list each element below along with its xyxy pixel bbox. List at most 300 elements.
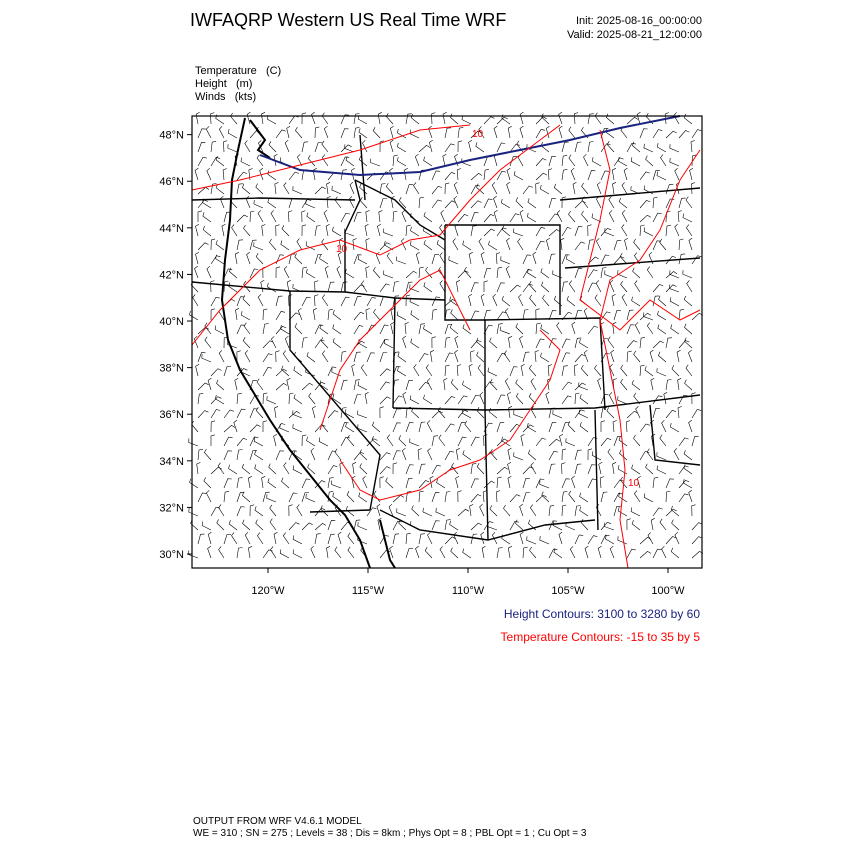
wind-barb: [625, 238, 628, 250]
wind-barb: [248, 476, 252, 488]
wind-barb: [614, 506, 621, 516]
wind-barb: [477, 407, 484, 418]
wind-barb: [506, 266, 510, 278]
wind-barb: [276, 255, 284, 264]
wind-barb: [462, 116, 471, 124]
wind-barb: [366, 210, 370, 222]
wind-barb: [410, 395, 419, 404]
wind-barb: [580, 422, 588, 432]
wind-barb: [674, 112, 679, 124]
wind-barb: [406, 114, 412, 124]
wind-barb: [691, 140, 695, 152]
wind-barb: [384, 229, 393, 237]
wind-barb: [254, 437, 263, 446]
wind-barb: [353, 462, 357, 474]
wind-barb: [601, 421, 605, 432]
wind-barb: [393, 155, 398, 166]
wind-barb: [650, 350, 653, 362]
wind-barb: [397, 257, 406, 264]
wind-barb: [256, 407, 263, 418]
wind-barb: [207, 266, 211, 278]
wind-barb: [322, 113, 328, 124]
wind-barb: [481, 532, 484, 544]
wind-barb: [480, 504, 484, 516]
wind-barb: [627, 117, 638, 124]
wind-barb: [662, 546, 666, 558]
wind-barb: [315, 295, 319, 306]
wind-barb: [455, 224, 458, 236]
wind-barb: [321, 337, 328, 348]
temperature-contour-legend: Temperature Contours: -15 to 35 by 5: [500, 630, 700, 644]
wind-barb: [380, 369, 391, 376]
wind-barb: [419, 145, 430, 152]
lat-tick-label: 46°N: [159, 176, 184, 189]
wind-barb: [599, 462, 603, 474]
wind-barb: [432, 309, 437, 320]
wind-barb: [198, 383, 209, 390]
wind-barb: [410, 241, 419, 250]
wind-barb: [493, 294, 497, 306]
wind-barb: [514, 171, 523, 180]
wind-barb: [549, 505, 554, 516]
wind-barb: [289, 172, 299, 180]
wind-barb: [521, 364, 525, 376]
wind-barb: [335, 547, 341, 558]
wind-barb: [581, 365, 588, 376]
wind-barb: [632, 465, 640, 474]
wind-barb: [256, 520, 263, 530]
wind-barb: [215, 326, 224, 335]
wind-barb: [223, 169, 227, 181]
wind-barb: [521, 434, 525, 446]
wind-barb: [349, 196, 354, 208]
wind-barb: [471, 395, 480, 404]
wind-barb: [611, 350, 614, 362]
wind-barb: [494, 210, 497, 222]
wind-barb: [505, 308, 510, 320]
wind-barb: [456, 448, 460, 460]
wind-barb: [542, 282, 550, 292]
wind-barb: [612, 168, 616, 180]
wind-barb: [211, 397, 221, 404]
wind-barb: [326, 224, 330, 236]
wind-barb: [372, 436, 380, 446]
wind-barb: [237, 184, 243, 194]
wind-barb: [242, 184, 250, 194]
wind-barb: [380, 477, 384, 488]
wind-barb: [640, 225, 645, 236]
wind-barb: [445, 353, 453, 362]
wind-barb: [406, 548, 413, 558]
wind-barb: [692, 551, 703, 558]
wind-barb: [302, 113, 306, 124]
wind-barb: [387, 435, 393, 446]
wind-barb: [684, 450, 692, 460]
wind-barb: [414, 364, 419, 376]
wind-barb: [276, 296, 283, 306]
wind-barb: [653, 549, 661, 558]
wind-barb: [633, 268, 640, 278]
wind-barb: [237, 548, 243, 559]
wind-barb: [306, 200, 315, 208]
wind-barb: [397, 311, 406, 320]
wind-barb: [419, 464, 426, 474]
wind-barb: [456, 476, 459, 488]
wind-barb: [561, 238, 565, 250]
wind-barb: [549, 439, 560, 446]
wind-barb: [575, 354, 585, 362]
wind-barb: [325, 266, 328, 278]
wind-barb: [463, 381, 472, 390]
wind-barb: [554, 184, 562, 194]
wind-barb: [562, 142, 569, 152]
wind-barb: [271, 336, 276, 348]
wind-barb: [341, 282, 347, 292]
wind-barb: [675, 224, 679, 236]
wind-barb: [311, 546, 315, 558]
wind-barb: [510, 214, 519, 222]
wind-barb: [269, 464, 276, 474]
wind-barb: [410, 438, 419, 446]
wind-barb: [580, 394, 588, 404]
wind-barb: [254, 242, 263, 250]
wind-barb: [580, 339, 589, 348]
wind-barb: [247, 112, 250, 124]
wind-barb: [469, 140, 472, 152]
wind-barb: [335, 197, 341, 208]
wind-barb: [463, 241, 471, 250]
wind-barb: [262, 476, 266, 488]
wind-barb: [651, 378, 654, 390]
wind-barb: [634, 239, 640, 250]
wind-barb: [536, 241, 545, 250]
wind-barb: [302, 200, 311, 209]
wind-barb: [245, 140, 250, 152]
wind-barb: [244, 225, 251, 236]
wind-barb: [359, 493, 367, 503]
wind-barb: [196, 112, 200, 124]
wind-barb: [536, 159, 546, 167]
wind-barb: [280, 424, 289, 432]
wind-barb: [276, 451, 284, 460]
wind-barb: [258, 294, 263, 306]
wind-barb: [415, 154, 419, 166]
wind-barb: [294, 394, 302, 404]
wind-barb: [508, 546, 512, 558]
wind-barb: [443, 154, 447, 166]
lat-tick-label: 32°N: [159, 502, 184, 515]
wind-barb: [287, 378, 291, 390]
wind-barb: [313, 168, 317, 180]
wind-barb: [601, 228, 611, 236]
wind-barb: [322, 351, 328, 362]
wind-barb: [582, 211, 589, 222]
wind-barb: [601, 144, 611, 152]
wind-barb: [692, 256, 701, 264]
wind-barb: [411, 339, 419, 348]
wind-barb: [471, 213, 479, 222]
wind-barb: [366, 238, 370, 250]
wind-barb: [671, 325, 679, 335]
wind-barb: [640, 200, 650, 208]
wind-barb: [380, 325, 388, 334]
wind-barb: [585, 546, 588, 558]
wind-barb: [245, 350, 250, 362]
wind-barb: [627, 351, 632, 362]
wind-barb: [244, 323, 250, 334]
wind-barb: [562, 382, 572, 390]
wind-barb: [497, 548, 503, 558]
wind-barb: [231, 113, 238, 124]
wind-barb: [530, 295, 536, 306]
wind-barb: [562, 463, 566, 474]
wind-barb: [569, 211, 576, 222]
wind-barb: [224, 425, 235, 432]
wind-barb: [302, 479, 310, 488]
wind-barb: [211, 467, 222, 474]
wind-barb: [634, 435, 641, 446]
wind-barb: [683, 214, 692, 222]
wind-barb: [523, 425, 534, 432]
wind-barb: [505, 378, 510, 390]
wind-barb: [341, 170, 347, 180]
wind-barb: [235, 378, 238, 390]
wind-barb: [609, 392, 614, 404]
wind-barb: [619, 198, 627, 208]
wind-barb: [658, 325, 666, 335]
wind-barb: [683, 270, 692, 278]
wind-barb: [250, 425, 261, 432]
wind-barb: [284, 463, 289, 475]
wind-barb: [613, 182, 617, 194]
wind-barb: [445, 128, 451, 138]
wind-barb: [679, 480, 689, 488]
wind-barb: [328, 466, 337, 474]
wind-barb: [295, 253, 302, 264]
wind-barb: [457, 365, 461, 377]
wind-barb: [455, 350, 458, 362]
wind-barb: [249, 168, 253, 180]
wind-barb: [660, 435, 666, 446]
lon-tick-label: 110°W: [451, 585, 485, 597]
wind-barb: [390, 546, 393, 558]
wind-barb: [572, 476, 576, 488]
wind-barb: [235, 252, 239, 264]
wind-barb: [536, 323, 541, 334]
wind-barb: [477, 463, 484, 474]
wind-barb: [387, 253, 393, 264]
wind-barb: [293, 186, 302, 194]
wind-barb: [380, 467, 390, 474]
wind-barb: [219, 547, 224, 559]
wind-barb: [247, 252, 250, 264]
wind-barb: [575, 450, 582, 460]
wind-barb: [380, 382, 390, 390]
wind-barb: [627, 325, 635, 334]
wind-barb: [627, 411, 638, 418]
wind-barb: [354, 395, 361, 405]
wind-barb: [361, 365, 367, 376]
wind-barb: [211, 256, 220, 264]
wind-barb: [458, 423, 465, 432]
wind-barb: [359, 156, 367, 166]
wind-barb: [523, 352, 530, 362]
wind-barb: [455, 336, 458, 348]
wind-barb: [575, 535, 583, 544]
wind-barb: [627, 519, 631, 530]
wind-barb: [528, 450, 536, 460]
wind-barb: [406, 533, 411, 544]
wind-barb: [324, 126, 328, 138]
wind-barb: [520, 532, 523, 544]
wind-barb: [228, 129, 237, 138]
wind-barb: [302, 338, 308, 349]
wind-barb: [575, 383, 586, 390]
wind-barb: [530, 547, 537, 558]
wind-barb: [332, 481, 341, 489]
wind-barb: [276, 351, 280, 362]
temperature-contour-label: 10: [336, 244, 348, 255]
wind-barb: [332, 227, 341, 236]
wind-barb: [237, 393, 242, 404]
wind-barb: [348, 533, 354, 544]
wind-barb: [445, 183, 449, 194]
wind-barb: [328, 521, 335, 530]
wind-barb: [622, 225, 627, 237]
wind-barb: [302, 297, 311, 306]
wind-barb: [458, 141, 462, 152]
wind-barb: [439, 435, 445, 446]
wind-barb: [549, 464, 555, 474]
wind-barb: [198, 411, 208, 418]
wind-barb: [315, 281, 319, 292]
wind-barb: [373, 127, 380, 138]
wind-barb: [659, 296, 667, 306]
wind-barb: [414, 183, 420, 195]
wind-barb: [596, 280, 601, 292]
wind-barb: [195, 168, 198, 180]
wind-barb: [424, 157, 432, 166]
wind-barb: [327, 182, 331, 194]
wind-barb: [399, 197, 406, 208]
wind-barb: [350, 182, 354, 194]
wind-barb: [289, 523, 299, 530]
wind-barb: [568, 421, 575, 432]
wind-barb: [588, 114, 594, 124]
wind-barb: [627, 310, 634, 320]
wind-barb: [315, 226, 321, 237]
wind-barb: [211, 410, 220, 419]
wind-barb: [367, 297, 376, 306]
wind-barb: [554, 548, 562, 558]
wind-barb: [307, 437, 315, 446]
wind-barb: [393, 451, 401, 460]
wind-barb: [620, 253, 627, 264]
wind-barb: [471, 283, 479, 292]
wind-barb: [569, 127, 575, 138]
wind-barb: [645, 366, 653, 376]
wind-barb: [549, 156, 556, 166]
wind-barb: [274, 532, 278, 544]
wind-barb: [508, 476, 511, 488]
wind-barb: [523, 284, 533, 292]
wind-barb: [549, 254, 555, 264]
wind-barb: [295, 127, 302, 138]
wind-barb: [306, 269, 315, 278]
wind-barb: [282, 225, 289, 236]
wind-barb: [276, 326, 286, 334]
wind-barb: [588, 225, 592, 236]
valid-time: Valid: 2025-08-21_12:00:00: [567, 29, 702, 41]
wind-barb: [445, 451, 454, 460]
wind-barb: [411, 227, 420, 236]
wind-barb: [440, 252, 445, 264]
wind-barb: [391, 322, 394, 334]
wind-barb: [471, 226, 477, 236]
wind-barb: [302, 211, 306, 222]
temperature-labels: [336, 129, 640, 489]
wind-barb: [366, 308, 370, 320]
wind-barb: [424, 212, 432, 222]
wind-barb: [494, 126, 497, 138]
wind-barb: [651, 518, 655, 530]
wind-barb: [575, 142, 581, 152]
wind-barb: [542, 114, 549, 124]
wind-barb: [540, 536, 549, 544]
wind-barb: [621, 281, 627, 292]
wind-barb: [243, 295, 250, 306]
wind-barb: [263, 324, 269, 334]
wind-barb: [640, 313, 651, 320]
wind-barb: [476, 142, 484, 152]
wind-barb: [484, 229, 495, 236]
wind-barb: [685, 380, 692, 390]
wind-barb: [675, 168, 679, 180]
wind-barb: [255, 506, 263, 516]
wind-barb: [283, 533, 289, 544]
wind-barb: [613, 420, 617, 432]
wind-barb: [268, 478, 276, 488]
wind-barb: [548, 365, 552, 377]
wind-barb: [541, 353, 550, 362]
wind-barb: [640, 215, 651, 222]
wind-barb: [347, 491, 354, 502]
wind-barb: [482, 546, 485, 558]
wind-barb: [250, 505, 254, 516]
wind-barb: [198, 493, 206, 502]
wind-barb: [613, 322, 617, 334]
wind-barb: [570, 546, 575, 558]
wind-barb: [540, 480, 549, 488]
wind-barb: [333, 310, 341, 320]
wind-barb: [575, 393, 579, 404]
wind-barb: [419, 267, 424, 278]
wind-barb: [284, 266, 289, 278]
wind-barb: [320, 324, 328, 334]
wind-barb: [222, 224, 226, 236]
wind-barb: [445, 172, 455, 180]
wind-barb: [366, 266, 370, 278]
wind-barb: [315, 523, 326, 530]
wind-barb: [224, 451, 232, 460]
wind-barb: [386, 113, 393, 124]
wind-barb: [216, 184, 224, 194]
wind-barb: [297, 504, 302, 516]
wind-barb: [562, 366, 568, 376]
wind-barb: [608, 449, 614, 460]
wind-barb: [346, 156, 354, 166]
wind-barb: [678, 211, 682, 223]
